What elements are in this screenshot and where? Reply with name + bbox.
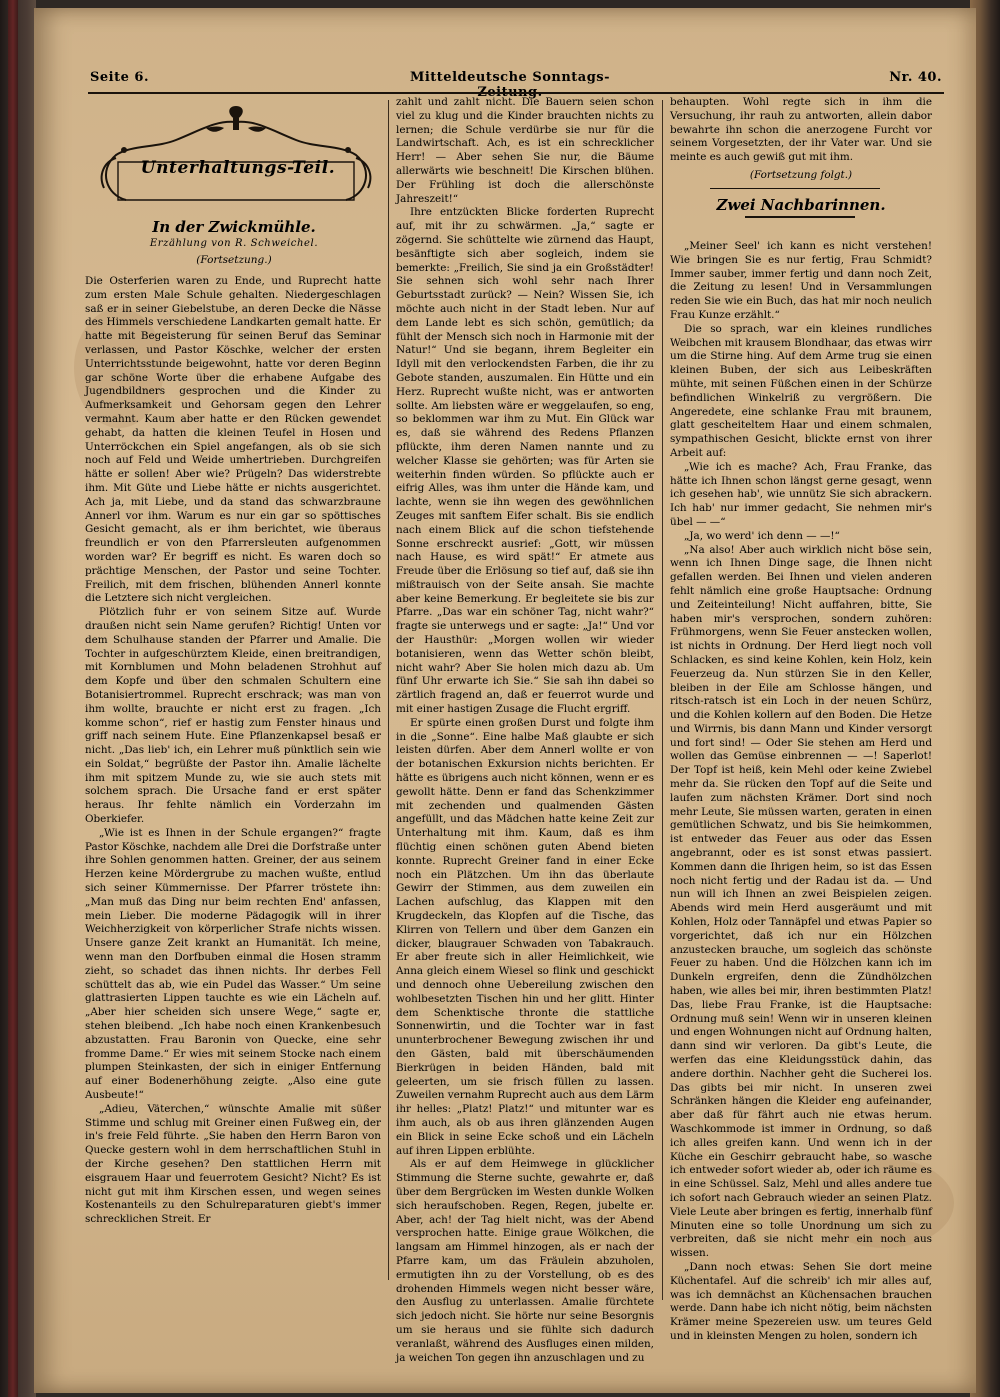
story-to-be-continued: (Fortsetzung folgt.)	[749, 168, 853, 181]
story-paragraph: behaupten. Wohl regte sich in ihm die Versuchung, ihr rauh zu antworten, allein dabor bewahrte ihn schon die anerzogene Furcht vor seinem Vorgesetzten, der ihr Vater war. Und sie meinte es auch gewiß gut mit ihm.	[670, 96, 932, 164]
issue-number: Nr. 40.	[889, 70, 942, 85]
column-3-top	[670, 96, 932, 206]
story-paragraph: Als er auf dem Heimwege in glücklicher Stimmung die Sterne suchte, gewahrte er, daß über dem Bergrücken im Westen dunkle Wolken sich heraufschoben. Regen, Regen, jubelte er. Aber, ach! der Tag hielt nicht, was der Abend versprochen hatte. Einige graue Wölkchen, die langsam am Himmel hinzogen, als er nach der Pfarre kam, um das Fräulein abzuholen, ermutigten ihn zu der Vorstellung, ob es des drohenden Himmels wegen nicht besser wäre, den Ausflug zu unterlassen. Amalie fürchtete sich jedoch nicht. Sie hörte nur seine Besorgnis um sie heraus und sie fühlte sich dadurch veranlaßt, während des Ausfluges einen milden, ja weichen Ton gegen ihn anzuschlagen und zu	[396, 1158, 654, 1364]
story-paragraph: Ihre entzückten Blicke forderten Ruprecht auf, mit ihr zu schwärmen. „Ja,“ sagte er zögernd. Sie schüttelte wie zürnend das Haupt, besänftigte sich aber sogleich, indem sie bemerkte: „Freilich, Sie sind ja ein Großstädter! Sie sehnen sich wohl sehr nach Ihrer Geburtsstadt zurück? — Nein? Wissen Sie, ich möchte auch nicht in der Stadt leben. Nur auf dem Lande lebt es sich schön, gemütlich; da fühlt der Mensch sich noch in Harmonie mit der Natur!“ Und sie begann, ihrem Begleiter ein Idyll mit den verlockendsten Farben, die ihr zu Gebote standen, auszumalen. Ein Hütte und ein Herz. Ruprecht wußte nicht, was er antworten sollte. Am liebsten wäre er weggelaufen, so eng, so beklommen war ihm zu Mut. Ein Glück war es, daß sie während des Redens Pflanzen pflückte, ihm deren Namen nannte und zu welcher Klasse sie gehörten; was für Arten sie weiterhin finden würden. So pflückte auch er eifrig Alles, was ihm unter die Hände kam, und lachte, wenn sie ihn wegen des gewöhnlichen Zeuges mit sanftem Eifer schalt. Bis sie endlich nach einem Blick auf die schon tiefstehende Sonne erschreckt ausrief: „Gott, wir müssen nach Hause, es wird spät!“ Er atmete aus Freude über die Erlösung so tief auf, daß sie ihn mißtrauisch von der Seite ansah. Sie machte aber keine Bemerkung. Er begleitete sie bis zur Pfarre. „Das war ein schöner Tag, nicht wahr?“ fragte sie unterwegs und er sagte: „Ja!“ Und vor der Hausthür: „Morgen wollen wir wieder botanisieren, wenn das Wetter schön bleibt, nicht wahr? Aber Sie holen mich dazu ab. Um fünf Uhr erwarte ich Sie.“ Sie sah ihn dabei so zärtlich fragend an, daß er feuerrot wurde und mit einer hastigen Zusage die Flucht ergriff.	[396, 206, 654, 716]
story-continued-note: (Fortsetzung.)	[196, 254, 272, 266]
story-paragraph: Plötzlich fuhr er von seinem Sitze auf. Wurde draußen nicht sein Name gerufen? Richtig! Unten vor dem Schulhause standen der Pfarrer und Amalie. Die Tochter in aufgeschürztem Kleide, einen breitrandigen, mit Kornblumen und Mohn beladenen Strohhut auf dem Kopfe und über den schmalen Schultern eine Botanisiertrommel. Ruprecht erschrack; was man von ihm wollte, brauchte er nicht erst zu fragen. „Ich komme schon“, rief er hastig zum Fenster hinaus und griff nach seinem Hute. Eine Pflanzenkapsel besaß er nicht. „Das lieb' ich, ein Lehrer muß pünktlich sein wie ein Soldat,“ begrüßte der Pastor ihn. Amalie lächelte ihm mit spitzem Munde zu, wie sie auch stets mit solchem sprach. Die Ursache fand er erst später heraus. Ihr fehlte nämlich ein Vorderzahn im Oberkiefer.	[85, 606, 381, 826]
article-paragraph: „Ja, wo werd' ich denn — —!“	[684, 529, 840, 542]
column-3-article	[670, 240, 932, 1342]
story-byline: Erzählung von R. Schweichel.	[149, 238, 319, 249]
book-binding-strip	[8, 0, 18, 1397]
column-divider	[662, 100, 663, 1300]
story-paragraph: Die Osterferien waren zu Ende, und Ruprecht hatte zum ersten Male Schule gehalten. Niedergeschlagen saß er in seiner Giebelstube, an deren Decke die Nässe des Himmels verschiedene Landkarten gemalt hatte. Er hatte mit Begeisterung für seinen Beruf das Seminar verlassen, und Pastor Köschke, welcher der ersten Unterrichtsstunde beigewohnt, hatte vor deren Beginn gar schöne Worte über die erhabene Aufgabe des Jugendbildners gesprochen und die Kinder zu Aufmerksamkeit und Gehorsam gegen den Lehrer vermahnt. Kaum aber hatte er den Rücken gewendet gehabt, da hatten die kleinen Teufel in Hosen und Unterröckchen ein Spiel angefangen, als ob sie sich noch auf Feld und Weide umhertrieben. Durchgreifen hätte er sollen! Aber wie? Prügeln? Das widerstrebte ihm. Mit Güte und Liebe hätte er nichts ausgerichtet. Ach ja, mit Liebe, und da stand das schwarzbraune Annerl vor ihm. Warum es nur ein gar so spöttisches Gesicht gemacht, als er ihm berichtet, wie überaus freundlich er von den Pfarrersleuten aufgenommen worden war? Er begriff es nicht. Es waren doch so prächtige Menschen, der Pastor und seine Tochter. Freilich, mit dem frischen, blühenden Annerl konnte die Letztere sich nicht vergleichen.	[85, 275, 381, 605]
story-paragraph: „Wie ist es Ihnen in der Schule ergangen?“ fragte Pastor Köschke, nachdem alle Drei die Dorfstraße unter ihre Sohlen genommen hatten. Greiner, der aus seinem Herzen keine Mördergrube zu machen wußte, entlud sich seiner Kümmernisse. Der Pfarrer tröstete ihn: „Man muß das Ding nur beim rechten End' anfassen, mein Lieber. Die moderne Pädagogik will in ihrer Weichherzigkeit von körperlicher Strafe nichts wissen. Unsere ganze Zeit krankt an Humanität. Ich meine, wenn man den Dorfbuben einmal die Hosen stramm zieht, so schadet das ihnen nichts. Ihr derbes Fell schüttelt das ab, wie ein Pudel das Wasser.“ Um seine glattrasierten Lippen tauchte es wie ein Lächeln auf. „Aber hier scheiden sich unsere Wege,“ sagte er, stehen bleibend. „Ich habe noch einen Krankenbesuch abzustatten. Frau Baronin von Quecke, eine sehr fromme Dame.“ Er wies mit seinem Stocke nach einem plumpen Steinkasten, der sich in einiger Entfernung auf einer Bodenerhöhung zeigte. „Also eine gute Ausbeute!“	[85, 826, 381, 1102]
article-rule	[745, 216, 855, 218]
header-rule	[88, 92, 944, 94]
page-number: Seite 6.	[90, 70, 149, 85]
article-paragraph: „Dann noch etwas: Sehen Sie dort meine Küchentafel. Auf die schreib' ich mir alles auf, was ich demnächst an Küchensachen brauchen werde. Dann habe ich nicht nötig, beim nächsten Krämer meine Spezereien usw. um teures Geld und in kleinsten Mengen zu holen, sondern ich	[670, 1260, 932, 1342]
story-title: In der Zwickmühle.	[152, 218, 316, 236]
article-paragraph: Die so sprach, war ein kleines rundliches Weibchen mit krausem Blondhaar, das etwas wirr um die Stirne hing. Auf dem Arme trug sie einen kleinen Buben, der sich aus Leibeskräften mühte, mit seinen Füßchen einen in der Schürze befindlichen Winkelriß zu vergrößern. Die Angeredete, eine schlanke Frau mit braunem, glatt gescheiteltem Haar und einem schmalen, sympathischen Gesicht, blickte ernst von ihrer Arbeit auf:	[670, 322, 932, 459]
story-paragraph: „Adieu, Väterchen,“ wünschte Amalie mit süßer Stimme und schlug mit Greiner einen Fußweg ein, der in's freie Feld führte. „Sie haben den Herrn Baron von Quecke gestern wohl in dem herrschaftlichen Stuhl in der Kirche gesehen? Den stattlichen Herrn mit eisgrauem Haar und feuerrotem Gesicht? Nicht? Es ist nicht gut mit ihm Kirschen essen, und wegen seines Kostenanteils zu den Schulreparaturen giebt's immer schrecklichen Streit. Er	[85, 1102, 381, 1226]
column-2	[396, 96, 654, 1364]
article-title: Zwei Nachbarinnen.	[716, 196, 886, 214]
section-title: Unterhaltungs-Teil.	[140, 158, 336, 178]
book-spine	[0, 0, 36, 1397]
article-paragraph: „Meiner Seel' ich kann es nicht verstehen! Wie bringen Sie es nur fertig, Frau Schmidt? Immer sauber, immer fertig und dann noch Zeit, die Zeitung zu lesen! Und in Versammlungen reden Sie wie ein Buch, das hat mir noch neulich Frau Kunze erzählt.“	[670, 240, 932, 321]
article-rule	[710, 188, 880, 189]
newspaper-title: Mitteldeutsche Sonntags-Zeitung.	[409, 70, 611, 100]
article-paragraph: „Wie ich es mache? Ach, Frau Franke, das hätte ich Ihnen schon längst gerne gesagt, wenn ich gesehen hab', wie unnütz Sie sich abrackern. Ich hab' nur immer gedacht, Sie nehmen mir's übel — —“	[670, 460, 932, 528]
ornament-frame	[86, 100, 386, 210]
column-divider	[388, 100, 389, 1280]
story-paragraph: zahlt und zahlt nicht. Die Bauern seien schon viel zu klug und die Kinder brauchten nichts zu lernen; die Schule verdürbe sie nur für die Landwirtschaft. Ach, es ist ein schrecklicher Herr! — Aber sehen Sie nur, die Bäume allerwärts wie beschneit! Die Kirschen blühen. Der Frühling ist doch die allerschönste Jahreszeit!“	[396, 96, 654, 205]
story-paragraph: Er spürte einen großen Durst und folgte ihm in die „Sonne“. Eine halbe Maß glaubte er sich leisten dürfen. Aber dem Annerl wollte er von der botanischen Exkursion nichts berichten. Er hätte es übrigens auch nicht können, wenn er es gewollt hätte. Denn er fand das Schenkzimmer mit zechenden und qualmenden Gästen angefüllt, und das Mädchen hatte keine Zeit zur Unterhaltung mit ihm. Kaum, daß es ihm flüchtig einen schönen guten Abend bieten konnte. Ruprecht Greiner fand in einer Ecke noch ein Plätzchen. Um ihn das überlaute Gewirr der Stimmen, aus dem zuweilen ein Lachen aufschlug, das Klappen mit den Krugdeckeln, das Klopfen auf die Tische, das Klirren von Tellern und über dem Ganzen ein dicker, blaugrauer Schwaden von Tabakrauch. Er aber freute sich in aller Heimlichkeit, wie Anna gleich einem Wiesel so flink und geschickt und dennoch ohne Uebereilung zwischen den wohlbesetzten Tischen hin und her glitt. Hinter dem Schenktische thronte die stattliche Sonnenwirtin, und die Tochter war in fast ununterbrochener Bewegung zwischen ihr und den Gästen, bald mit überschäumenden Bierkrügen in beiden Händen, bald mit geleerten, um sie frisch füllen zu lassen. Zuweilen vernahm Ruprecht auch aus dem Lärm ihr helles: „Platz! Platz!“ und mitunter war es ihm auch, als ob aus ihren glänzenden Augen ein Blick in seine Ecke schoß und ein Lächeln auf ihren Lippen erblühte.	[396, 716, 654, 1157]
column-1	[85, 275, 381, 1300]
article-paragraph: „Na also! Aber auch wirklich nicht böse sein, wenn ich Ihnen Dinge sage, die Ihnen nicht gefallen werden. Bei Ihnen und vielen anderen fehlt nämlich eine große Hauptsache: Ordnung und Zeiteinteilung! Nicht auffahren, bitte, Sie haben mir's versprochen, sondern zuhören: Frühmorgens, wenn Sie Feuer anstecken wollen, ist nichts in Ordnung. Der Herd liegt noch voll Schlacken, es sind keine Kohlen, kein Holz, kein Feuerzeug da. Nun stürzen Sie in den Keller, bleiben in der Eile am Schlosse hängen, und ritsch-ratsch ist ein Loch in der neuen Schürz, und die Kohlen kollern auf den Boden. Die Hetze und Wirrnis, bis dann Mann und Kinder versorgt und fort sind! — Oder Sie stehen am Herd und wollen das Gemüse einbrennen — —! Saperlot! Der Topf ist heiß, kein Mehl oder keine Zwiebel mehr da. Sie rücken den Topf auf die Seite und laufen zum nächsten Krämer. Dort sind noch mehr Leute, Sie müssen warten, geraten in einen gemütlichen Schwatz, und bis Sie heimkommen, ist entweder das Feuer aus oder das Essen angebrannt, oder es ist sonst etwas passiert. Kommen dann die Ihrigen heim, so ist das Essen noch nicht fertig und der Radau ist da. — Und nun will ich Ihnen an zwei Beispielen zeigen. Abends wird mein Herd ausgeräumt und mit Kohlen, Holz oder Tannäpfel und etwas Papier so vorgerichtet, daß ich nur ein Hölzchen anzustecken brauche, um sogleich das schönste Feuer zu haben. Und die Hölzchen kann ich im Dunkeln ergreifen, denn die Zündhölzchen haben, wie alles bei mir, ihren bestimmten Platz! Das, liebe Frau Franke, ist die Hauptsache: Ordnung muß sein! Wenn wir in unseren kleinen und engen Wohnungen nicht auf Ordnung halten, dann sind wir verloren. Da gibt's Leute, die werfen das eine Kleidungsstück dahin, das andere dorthin. Nachher geht die Sucherei los. Das gibts bei mir nicht. In unseren zwei Schränken hängen die Kleider eng aufeinander, aber daß für fährt auch nie etwas herum. Waschkommode ist immer in Ordnung, so daß ich alles greifen kann. Und wenn ich in der Küche ein Geschirr gebraucht habe, so wasche ich entweder sofort wieder ab, oder ich räume es in eine Schüssel. Salz, Mehl und alles andere tue ich sofort nach Gebrauch wieder an seinen Platz. Viele Leute aber bringen es fertig, innerhalb fünf Minuten eine so tolle Unordnung um sich zu verbreiten, daß sie nicht mehr ein noch aus wissen.	[670, 543, 932, 1260]
